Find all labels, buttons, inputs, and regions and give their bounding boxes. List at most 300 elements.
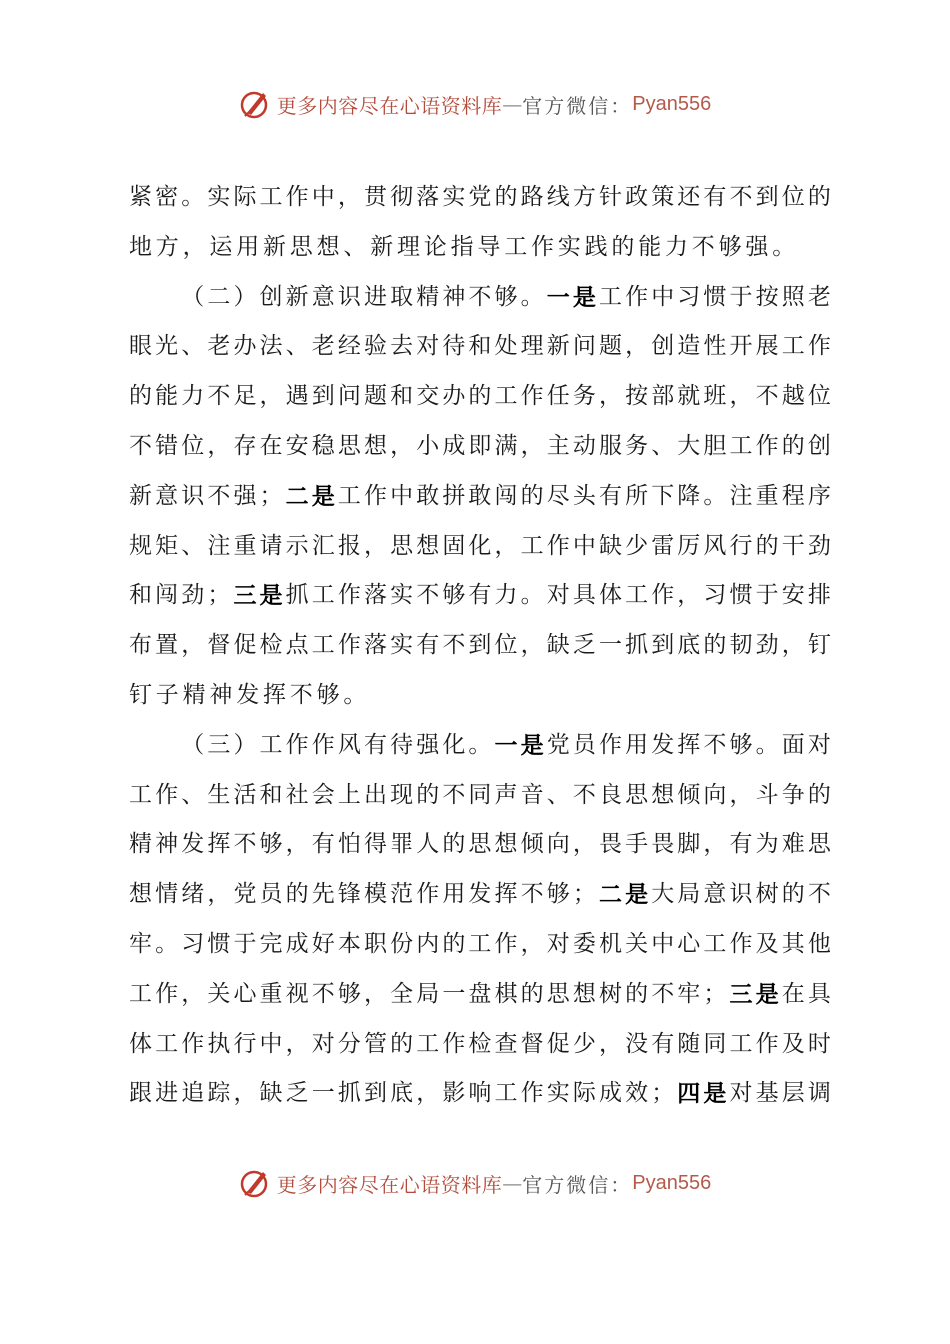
- text-char: 不: [207, 482, 231, 509]
- text-char: 随: [677, 1030, 701, 1057]
- text-char: 题: [363, 383, 387, 410]
- text-char: 序: [807, 482, 831, 509]
- text-char: 强: [233, 482, 257, 509]
- text-line: [129, 621, 831, 671]
- text-char: 声: [494, 781, 518, 808]
- bold-ordinal-char: 是: [703, 1080, 727, 1108]
- footer-wechat-label: 官方微信：: [522, 1172, 633, 1197]
- text-char: 工: [494, 1080, 518, 1107]
- text-char: 、: [285, 333, 309, 360]
- text-char: 意: [155, 482, 179, 509]
- text-char: 一: [598, 632, 622, 659]
- bold-ordinal-char: 三: [233, 582, 257, 610]
- bold-ordinal-char: 一: [494, 731, 518, 759]
- text-char: 向: [546, 831, 570, 858]
- text-char: 进: [363, 283, 387, 310]
- text-char: 主: [546, 432, 570, 459]
- text-char: [155, 273, 178, 323]
- text-char: 工: [337, 482, 361, 509]
- text-char: 其: [781, 930, 805, 957]
- text-line: [129, 1020, 831, 1070]
- text-char: 稳: [311, 432, 335, 459]
- text-char: 的: [781, 881, 805, 908]
- text-char: 钉: [807, 632, 831, 659]
- text-char: 缺: [546, 632, 570, 659]
- text-char: 棋: [494, 980, 518, 1007]
- text-char: 际: [572, 1080, 596, 1107]
- text-char: 体: [129, 1030, 152, 1057]
- text-char: 心: [677, 930, 701, 957]
- text-char: 思: [390, 532, 414, 559]
- text-char: 抓: [337, 1080, 361, 1107]
- text-char: 效: [625, 1080, 649, 1107]
- text-char: 委: [572, 930, 596, 957]
- text-char: 用: [625, 731, 649, 758]
- text-char: 关: [625, 930, 649, 957]
- text-char: 作: [285, 731, 309, 758]
- text-char: 作: [755, 1030, 779, 1057]
- text-char: 请: [259, 532, 283, 559]
- text-char: 于: [755, 582, 779, 609]
- text-char: 到: [311, 383, 335, 410]
- text-char: 强: [416, 731, 440, 758]
- bold-ordinal-char: 三: [729, 980, 753, 1008]
- text-char: 实: [546, 1080, 570, 1107]
- text-char: 工: [416, 1030, 440, 1057]
- text-char: 存: [233, 432, 257, 459]
- text-char: 的: [442, 831, 466, 858]
- text-char: 有: [416, 632, 440, 659]
- text-char: 、: [181, 333, 205, 360]
- text-char: 务: [572, 383, 596, 410]
- text-char: 牢: [129, 930, 152, 957]
- text-char: 社: [285, 781, 309, 808]
- text-char: 位: [494, 632, 518, 659]
- text-char: ，: [285, 831, 309, 858]
- text-char: 中: [651, 283, 675, 310]
- text-char: ）: [233, 731, 257, 758]
- text-char: 大: [651, 881, 675, 908]
- text-char: 时: [807, 1030, 831, 1057]
- text-char: 的: [755, 532, 779, 559]
- text-char: 作: [520, 1080, 544, 1107]
- text-char: ，: [363, 980, 387, 1007]
- text-char: 督: [207, 632, 231, 659]
- text-char: 全: [390, 980, 414, 1007]
- text-char: 份: [390, 930, 414, 957]
- text-char: 党: [546, 731, 570, 758]
- text-char: 安: [285, 432, 309, 459]
- text-char: 及: [755, 930, 779, 957]
- text-char: 就: [677, 383, 701, 410]
- text-char: 新: [546, 333, 570, 360]
- text-char: 有: [651, 1030, 675, 1057]
- footer-wechat-id: Pyan556: [632, 1171, 712, 1194]
- text-char: 意: [311, 283, 335, 310]
- text-char: 点: [285, 632, 309, 659]
- text-char: 工: [259, 184, 283, 210]
- text-char: 到: [651, 632, 675, 659]
- header-site-text: 更多内容尽在心语资料库: [276, 93, 503, 118]
- text-char: 成: [598, 1080, 622, 1107]
- text-char: 作: [520, 383, 544, 410]
- text-char: 有: [311, 831, 335, 858]
- text-char: 不: [233, 831, 257, 858]
- text-char: 工: [155, 1030, 179, 1057]
- text-char: 执: [207, 1030, 231, 1057]
- text-char: 习: [677, 283, 701, 310]
- text-char: 畏: [651, 831, 675, 858]
- text-char: 发: [181, 831, 205, 858]
- text-char: 工: [703, 930, 727, 957]
- text-char: 作: [625, 283, 649, 310]
- text-char: 到: [468, 632, 492, 659]
- text-char: 作: [546, 532, 570, 559]
- text-char: 工: [729, 1030, 753, 1057]
- text-char: 具: [807, 980, 831, 1007]
- text-char: 验: [363, 333, 387, 360]
- text-char: 作: [729, 930, 753, 957]
- text-char: 位: [781, 184, 805, 210]
- text-char: 安: [781, 582, 805, 609]
- text-char: 促: [233, 632, 257, 659]
- text-char: 二: [207, 283, 231, 310]
- text-char: 和: [390, 383, 414, 410]
- text-char: 作: [651, 582, 675, 609]
- text-char: ）: [233, 283, 257, 310]
- text-char: 所: [625, 482, 649, 509]
- text-char: 工: [129, 781, 152, 808]
- text-char: 惯: [729, 582, 753, 609]
- text-char: 的: [442, 930, 466, 957]
- text-char: 音: [520, 781, 544, 808]
- text-char: 有: [363, 731, 387, 758]
- text-char: 体: [598, 582, 622, 609]
- text-char: 对: [546, 930, 570, 957]
- text-char: 基: [755, 1080, 779, 1107]
- text-char: 惯: [207, 930, 231, 957]
- text-char: 够: [259, 831, 283, 858]
- text-char: 模: [363, 881, 387, 908]
- text-char: [155, 721, 178, 771]
- text-char: 路: [520, 184, 544, 210]
- text-char: 实: [442, 184, 466, 210]
- bold-ordinal-char: 是: [311, 482, 335, 510]
- text-char: 有: [729, 831, 753, 858]
- text-char: 眼: [129, 333, 152, 360]
- text-char: 固: [442, 532, 466, 559]
- text-char: 罪: [390, 831, 414, 858]
- text-char: 作: [807, 333, 831, 360]
- text-char: 不: [651, 980, 675, 1007]
- text-char: 查: [494, 1030, 518, 1057]
- text-char: ，: [703, 831, 727, 858]
- text-char: 一: [311, 1080, 335, 1107]
- text-char: 意: [703, 881, 727, 908]
- text-char: 工: [520, 532, 544, 559]
- text-char: 神: [442, 283, 466, 310]
- text-char: 的: [285, 881, 309, 908]
- text-char: （: [181, 283, 205, 310]
- text-char: 化: [468, 532, 492, 559]
- text-char: 层: [781, 1080, 805, 1107]
- text-char: 置: [155, 632, 179, 659]
- text-char: ；: [207, 582, 231, 609]
- text-char: 脚: [677, 831, 701, 858]
- text-char: 的: [807, 184, 831, 210]
- text-char: 问: [337, 383, 361, 410]
- text-char: 闯: [494, 482, 518, 509]
- text-char: ，: [729, 383, 753, 410]
- text-char: 密: [155, 184, 179, 210]
- text-char: 追: [181, 1080, 205, 1107]
- bold-ordinal-char: 一: [546, 283, 570, 311]
- text-line: [129, 571, 831, 621]
- text-char: 彻: [390, 184, 414, 210]
- text-char: 干: [781, 532, 805, 559]
- text-char: 得: [363, 831, 387, 858]
- text-char: 。: [703, 482, 727, 509]
- text-char: 管: [363, 1030, 387, 1057]
- text-line: [129, 522, 831, 572]
- text-char: 挥: [207, 831, 231, 858]
- text-char: 经: [337, 333, 361, 360]
- bold-ordinal-char: 是: [520, 731, 544, 759]
- text-char: 化: [442, 731, 466, 758]
- text-char: 想: [416, 532, 440, 559]
- text-line: [129, 472, 831, 522]
- text-char: 出: [363, 781, 387, 808]
- text-char: 新: [129, 482, 152, 509]
- text-char: 的: [781, 432, 805, 459]
- text-char: 好: [311, 930, 335, 957]
- text-char: 紧: [129, 184, 152, 210]
- text-char: 对: [807, 731, 831, 758]
- text-char: ，: [233, 1080, 257, 1107]
- text-char: 党: [468, 184, 492, 210]
- text-char: 重: [259, 980, 283, 1007]
- text-char: 发: [468, 881, 492, 908]
- text-char: ，: [363, 532, 387, 559]
- text-char: 上: [337, 781, 361, 808]
- bold-ordinal-char: 四: [677, 1080, 701, 1108]
- text-char: 挥: [494, 881, 518, 908]
- text-char: 性: [703, 333, 727, 360]
- text-char: 有: [703, 184, 727, 210]
- text-char: 小: [416, 432, 440, 459]
- text-char: 的: [520, 980, 544, 1007]
- text-char: 怕: [337, 831, 361, 858]
- text-char: 不: [468, 283, 492, 310]
- text-char: 开: [729, 333, 753, 360]
- text-char: 工: [598, 283, 622, 310]
- text-char: ，: [181, 632, 205, 659]
- text-char: 生: [207, 781, 231, 808]
- text-char: 矩: [155, 532, 179, 559]
- text-char: 策: [651, 184, 675, 210]
- text-char: 倾: [677, 781, 701, 808]
- text-char: 示: [285, 532, 309, 559]
- text-char: 习: [703, 582, 727, 609]
- text-char: 成: [285, 930, 309, 957]
- text-char: 完: [259, 930, 283, 957]
- text-char: 底: [677, 632, 701, 659]
- text-char: 新: [285, 283, 309, 310]
- text-char: 中: [311, 184, 335, 210]
- text-char: 对: [729, 1080, 753, 1107]
- text-char: 。: [520, 582, 544, 609]
- text-char: 重: [755, 482, 779, 509]
- text-char: ，: [520, 432, 544, 459]
- text-char: 的: [416, 781, 440, 808]
- text-char: 在: [781, 980, 805, 1007]
- text-line: [129, 771, 831, 821]
- text-char: ，: [337, 184, 361, 210]
- text-char: 盘: [468, 980, 492, 1007]
- text-char: 、: [181, 781, 205, 808]
- text-char: 够: [494, 283, 518, 310]
- text-char: 识: [729, 881, 753, 908]
- text-char: ，: [285, 1030, 309, 1057]
- text-char: 位: [181, 432, 205, 459]
- text-char: 到: [755, 184, 779, 210]
- text-char: 风: [337, 731, 361, 758]
- text-char: 作: [755, 432, 779, 459]
- text-char: 难: [781, 831, 805, 858]
- text-char: 作: [598, 731, 622, 758]
- text-char: 进: [155, 1080, 179, 1107]
- text-char: 老: [207, 333, 231, 360]
- text-char: 树: [755, 881, 779, 908]
- text-char: 在: [259, 432, 283, 459]
- text-char: 检: [468, 1030, 492, 1057]
- text-char: 和: [259, 781, 283, 808]
- text-char: 思: [468, 831, 492, 858]
- text-char: 能: [155, 383, 179, 410]
- text-char: 的: [468, 383, 492, 410]
- text-char: 的: [390, 1030, 414, 1057]
- text-char: 对: [416, 333, 440, 360]
- text-char: 按: [755, 283, 779, 310]
- text-char: 力: [494, 582, 518, 609]
- text-char: 及: [781, 1030, 805, 1057]
- text-char: 任: [546, 383, 570, 410]
- text-char: 跟: [129, 1080, 152, 1107]
- text-char: 作: [311, 731, 335, 758]
- text-char: 良: [598, 781, 622, 808]
- text-char: ，: [729, 781, 753, 808]
- text-char: 乏: [572, 632, 596, 659]
- quill-logo-icon: [239, 87, 273, 121]
- text-char: 。: [155, 930, 179, 957]
- text-char: 作: [416, 881, 440, 908]
- text-char: 位: [807, 383, 831, 410]
- text-char: 按: [625, 383, 649, 410]
- text-char: 注: [729, 482, 753, 509]
- text-char: 工: [494, 383, 518, 410]
- text-char: 政: [625, 184, 649, 210]
- text-char: 一: [442, 980, 466, 1007]
- text-char: 劲: [807, 532, 831, 559]
- text-char: 他: [807, 930, 831, 957]
- bold-ordinal-char: 是: [572, 283, 596, 311]
- text-char: 作: [442, 1030, 466, 1057]
- text-char: 识: [181, 482, 205, 509]
- text-char: 对: [311, 1030, 335, 1057]
- text-char: 抓: [625, 632, 649, 659]
- text-char: 落: [416, 184, 440, 210]
- text-char: 党: [233, 881, 257, 908]
- quill-logo-icon: [239, 1166, 273, 1200]
- text-char: 作: [494, 930, 518, 957]
- text-char: 具: [572, 582, 596, 609]
- text-line: [129, 820, 831, 870]
- text-char: 关: [207, 980, 231, 1007]
- text-char: 不: [129, 432, 152, 459]
- text-char: 于: [729, 283, 753, 310]
- text-char: ，: [494, 532, 518, 559]
- text-char: ，: [181, 980, 205, 1007]
- text-char: 工: [729, 432, 753, 459]
- text-char: 工: [781, 333, 805, 360]
- text-char: 、: [181, 532, 205, 559]
- text-char: 想: [651, 781, 675, 808]
- text-char: 中: [572, 532, 596, 559]
- text-line: [129, 422, 831, 472]
- text-char: 的: [520, 482, 544, 509]
- text-char: 办: [442, 383, 466, 410]
- text-char: 绪: [181, 881, 205, 908]
- text-char: 、: [546, 781, 570, 808]
- text-char: 处: [494, 333, 518, 360]
- footer-site-text: 更多内容尽在心语资料库: [276, 1172, 503, 1197]
- text-char: ，: [781, 632, 805, 659]
- text-char: 光: [155, 333, 179, 360]
- text-char: 的: [494, 184, 518, 210]
- text-char: 习: [181, 930, 205, 957]
- text-char: ，: [390, 432, 414, 459]
- text-char: 思: [625, 781, 649, 808]
- text-char: 越: [781, 383, 805, 410]
- text-char: 缺: [259, 1080, 283, 1107]
- text-char: 服: [598, 432, 622, 459]
- text-char: 挥: [677, 731, 701, 758]
- text-char: 不: [807, 881, 831, 908]
- text-char: 中: [651, 930, 675, 957]
- text-char: 拼: [442, 482, 466, 509]
- text-char: 畏: [598, 831, 622, 858]
- text-char: 方: [572, 184, 596, 210]
- text-char: 中: [390, 482, 414, 509]
- text-char: 对: [546, 582, 570, 609]
- text-char: 程: [781, 482, 805, 509]
- text-char: ，: [598, 1030, 622, 1057]
- text-char: ，: [625, 333, 649, 360]
- text-char: 本: [337, 930, 361, 957]
- text-char: 神: [155, 831, 179, 858]
- text-char: 规: [129, 532, 152, 559]
- text-char: 局: [416, 980, 440, 1007]
- text-char: [129, 721, 152, 771]
- text-char: 视: [285, 980, 309, 1007]
- text-char: 会: [311, 781, 335, 808]
- text-char: 不: [416, 582, 440, 609]
- text-char: 促: [546, 1030, 570, 1057]
- text-char: 报: [337, 532, 361, 559]
- text-char: 范: [390, 881, 414, 908]
- text-char: 员: [572, 731, 596, 758]
- text-char: 动: [572, 432, 596, 459]
